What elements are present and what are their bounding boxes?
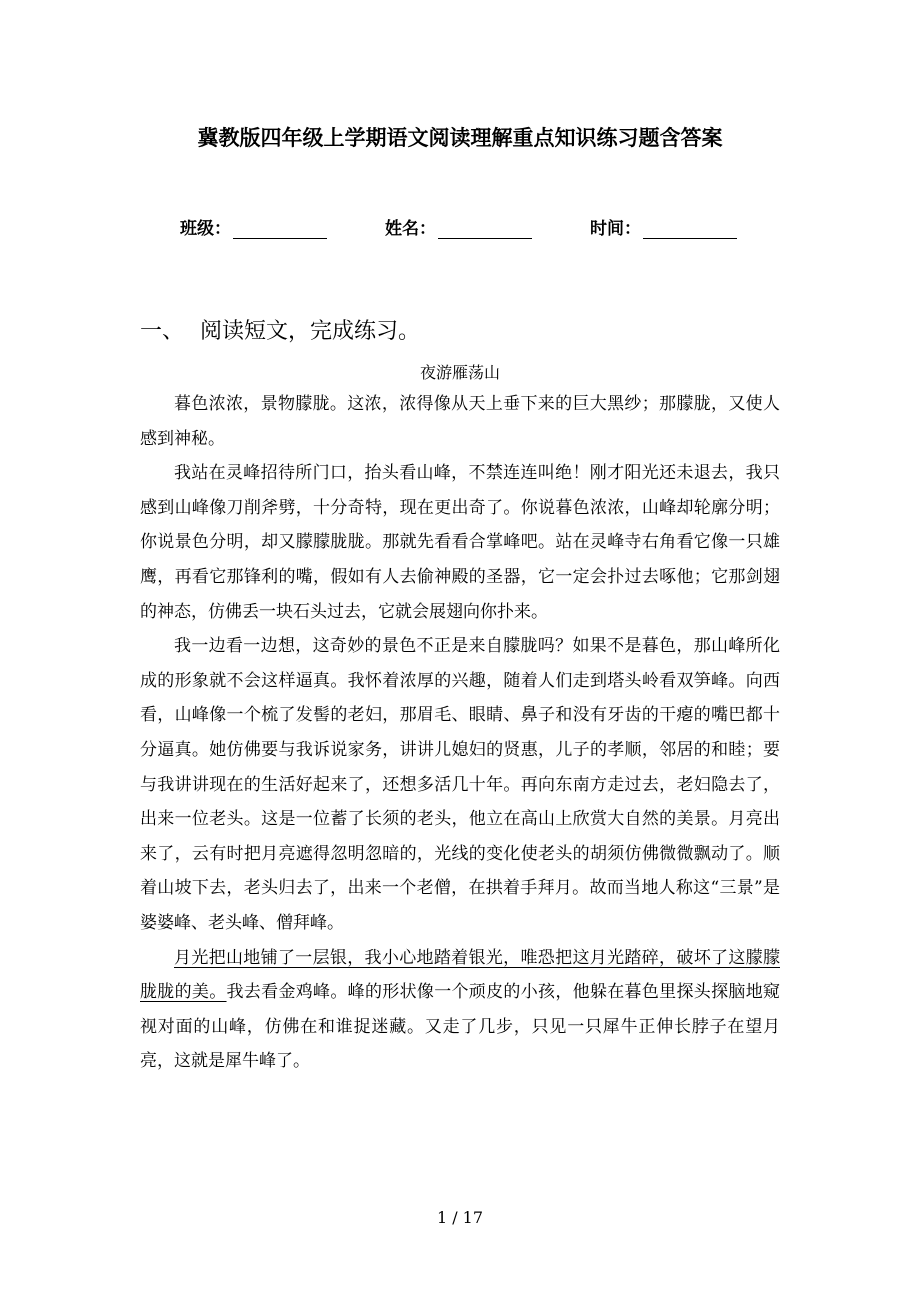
passage-body bbox=[140, 387, 780, 1079]
page-number: 1 / 17 bbox=[436, 1208, 484, 1227]
time-field bbox=[590, 214, 737, 239]
name-blank[interactable] bbox=[438, 220, 532, 239]
class-blank[interactable] bbox=[233, 220, 327, 239]
paragraph: 我站在灵峰招待所门口，抬头看山峰，不禁连连叫绝！刚才阳光还未退去，我只感到山峰像刀削斧劈，十分奇特，现在更出奇了。你说暮色浓浓，山峰却轮廓分明；你说景色分明，却又朦朦胧胧。那就先看看合掌峰吧。站在灵峰寺右角看它像一只雄鹰，再看它那锋利的嘴，假如有人去偷神殿的圣器，它一定会扑过去啄他；它那剑翅的神态，仿佛丢一块石头过去，它就会展翅向你扑来。 bbox=[140, 463, 780, 622]
section-heading-text: 阅读短文，完成练习。 bbox=[200, 319, 421, 344]
time-blank[interactable] bbox=[643, 220, 737, 239]
section-heading bbox=[140, 314, 420, 345]
section-number: 一、 bbox=[140, 319, 185, 344]
name-label: 姓名： bbox=[385, 219, 436, 239]
class-label: 班级： bbox=[180, 219, 231, 239]
paragraph-rest: 我去看金鸡峰。峰的形状像一个顽皮的小孩，他躲在暮色里探头探脑地窥视对面的山峰，仿佛在和谁捉迷藏。又走了几步，只见一只犀牛正伸长脖子在望月亮，这就是犀牛峰了。 bbox=[140, 982, 781, 1072]
underlined-sentence: 月光把山地铺了一层银，我小心地踏着银光，唯恐把这月光踏碎，破坏了这朦朦胧胧的美。 bbox=[140, 947, 780, 1003]
time-label: 时间： bbox=[590, 219, 641, 239]
student-info-fields bbox=[0, 214, 920, 242]
class-field bbox=[180, 214, 327, 239]
paragraph: 暮色浓浓，景物朦胧。这浓，浓得像从天上垂下来的巨大黑纱；那朦胧，又使人感到神秘。 bbox=[140, 394, 780, 449]
paragraph: 我一边看一边想，这奇妙的景色不正是来自朦胧吗？如果不是暮色，那山峰所化成的形象就不会这样逼真。我怀着浓厚的兴趣，随着人们走到塔头岭看双笋峰。向西看，山峰像一个梳了发髻的老妇，那眉毛、眼睛、鼻子和没有牙齿的干瘪的嘴巴都十分逼真。她仿佛要与我诉说家务，讲讲儿媳妇的贤惠，儿子的孝顺，邻居的和睦；要与我讲讲现在的生活好起来了，还想多活几十年。再向东南方走过去，老妇隐去了，出来一位老头。这是一位蓄了长须的老头，他立在高山上欣赏大自然的美景。月亮出来了，云有时把月亮遮得忽明忽暗的，光线的变化使老头的胡须仿佛微微飘动了。顺着山坡下去，老头归去了，出来一个老僧，在拱着手拜月。故而当地人称这“三景”是婆婆峰、老头峰、僧拜峰。 bbox=[140, 636, 780, 933]
passage-title: 夜游雁荡山 bbox=[419, 363, 500, 382]
document-title: 冀教版四年级上学期语文阅读理解重点知识练习题含答案 bbox=[197, 126, 723, 150]
paragraph-last bbox=[140, 941, 780, 1079]
name-field bbox=[385, 214, 532, 239]
